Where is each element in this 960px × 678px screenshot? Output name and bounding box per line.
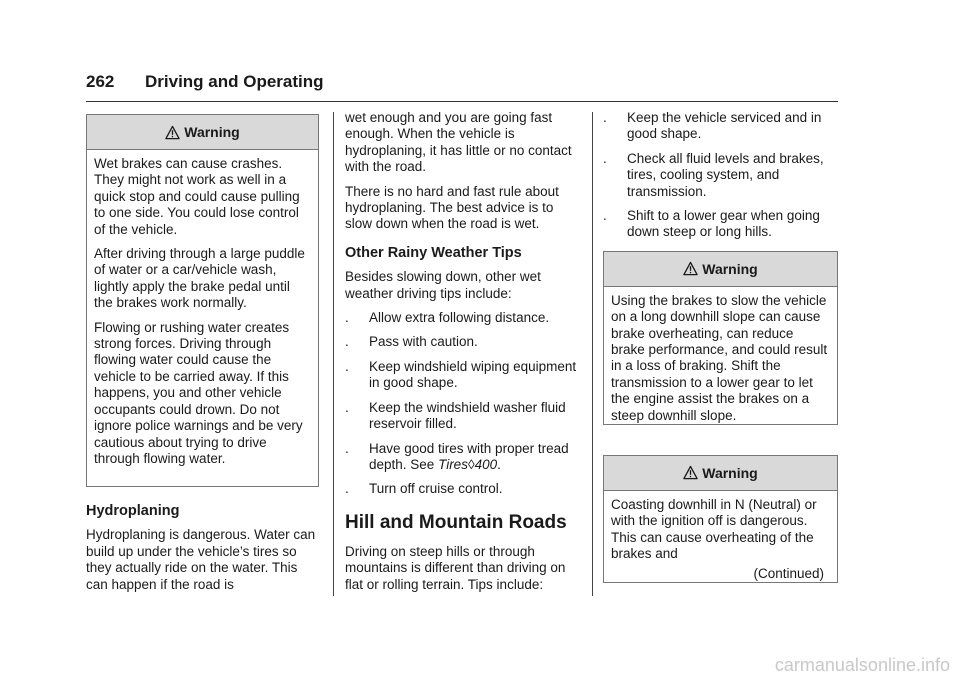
bullet-dot: . bbox=[603, 150, 607, 166]
tip-text: Allow extra following distance. bbox=[369, 310, 550, 326]
column-divider bbox=[592, 112, 593, 596]
column-1 bbox=[86, 114, 319, 601]
warning-box bbox=[86, 114, 319, 487]
page-ref-icon: ◊ bbox=[467, 456, 475, 472]
warning-header bbox=[604, 252, 837, 287]
tip-text: Keep windshield wiping equipment in good shape. bbox=[369, 358, 577, 391]
list-item bbox=[345, 359, 581, 392]
warning-box bbox=[603, 455, 838, 583]
warning-header bbox=[604, 456, 837, 491]
list-item bbox=[345, 441, 581, 474]
bullet-dot: . bbox=[345, 310, 349, 326]
hydroplaning-heading: Hydroplaning bbox=[86, 503, 180, 519]
tip-text: Check all fluid levels and brakes, tires, cooling system, and transmission. bbox=[627, 150, 824, 199]
warning-paragraph: Coasting downhill in N (Neutral) or with the ignition off is dangerous. This can cause overheating of the brakes and bbox=[611, 496, 817, 562]
list-item bbox=[345, 481, 581, 497]
hill-mountain-heading: Hill and Mountain Roads bbox=[345, 511, 567, 533]
warning-triangle-icon bbox=[165, 125, 180, 140]
warning-paragraph: Flowing or rushing water creates strong forces. Driving through flowing water could cause the vehicle to be carried away. If this happens, you and other vehicle occupants could drown. Do not ignore police warnings and be very cautious about trying to drive through flowing water. bbox=[94, 319, 303, 466]
hydroplaning-continued: wet enough and you are going fast enough. When the vehicle is hydroplaning, it has little or no contact with the road. bbox=[345, 110, 572, 175]
warning-box bbox=[603, 251, 838, 425]
warning-paragraph: After driving through a large puddle of water or a car/vehicle wash, lightly apply the brake pedal until the brakes work normally. bbox=[94, 246, 305, 311]
warning-title: Warning bbox=[702, 464, 758, 481]
list-item bbox=[603, 151, 838, 200]
warning-paragraph: Wet brakes can cause crashes. They might not work as well in a quick stop and could cause pulling to one side. You could lose control of the vehicle. bbox=[94, 156, 300, 237]
warning-header bbox=[87, 115, 318, 150]
tires-page-number[interactable]: 400 bbox=[474, 456, 498, 472]
list-item bbox=[345, 334, 581, 350]
warning-title: Warning bbox=[184, 123, 240, 140]
tip-text: Keep the windshield washer fluid reservoir filled. bbox=[369, 399, 566, 432]
column-2 bbox=[345, 110, 581, 601]
hydroplaning-advice: There is no hard and fast rule about hydroplaning. The best advice is to slow down when the road is wet. bbox=[345, 183, 559, 232]
warning-triangle-icon bbox=[683, 465, 698, 480]
warning-title: Warning bbox=[702, 260, 758, 277]
period: . bbox=[497, 456, 501, 472]
bullet-dot: . bbox=[603, 110, 607, 125]
page-number: 262 bbox=[86, 72, 115, 91]
watermark: carmanualsonline.info bbox=[774, 655, 950, 675]
bullet-dot: . bbox=[345, 399, 349, 415]
warning-triangle-icon bbox=[683, 261, 698, 276]
bullet-dot: . bbox=[345, 440, 349, 456]
tip-text: Turn off cruise control. bbox=[369, 481, 503, 497]
list-item bbox=[603, 110, 838, 143]
rainy-tips-intro: Besides slowing down, other wet weather driving tips include: bbox=[345, 269, 541, 301]
warning-paragraph: Using the brakes to slow the vehicle on a long downhill slope can cause brake overheating, can reduce brake performance, and could result in a loss of braking. Shift the transmission to a lower gear to let the engine assist the brakes on a steep downhill slope. bbox=[611, 292, 828, 423]
page-title: Driving and Operating bbox=[145, 72, 324, 91]
tires-reference-link[interactable]: Tires bbox=[438, 456, 468, 472]
page-header bbox=[86, 70, 838, 102]
tip-text: Shift to a lower gear when going down steep or long hills. bbox=[627, 208, 820, 240]
tip-text: Keep the vehicle serviced and in good shape. bbox=[627, 110, 822, 142]
tires-tip-text: Have good tires with proper tread depth. See bbox=[369, 440, 569, 472]
hydroplaning-text: Hydroplaning is dangerous. Water can build up under the vehicle’s tires so they actually ride on the water. This can happen if the road is bbox=[86, 527, 316, 592]
bullet-dot: . bbox=[345, 358, 349, 374]
list-item bbox=[345, 400, 581, 433]
tip-text bbox=[369, 441, 581, 474]
hill-mountain-text: Driving on steep hills or through mountains is different than driving on flat or rolling terrain. Tips include: bbox=[345, 543, 566, 592]
column-divider bbox=[333, 112, 334, 596]
bullet-dot: . bbox=[345, 481, 349, 497]
continued-label: (Continued) bbox=[753, 566, 824, 582]
rainy-tips-heading: Other Rainy Weather Tips bbox=[345, 244, 522, 261]
column-3 bbox=[603, 110, 838, 583]
bullet-dot: . bbox=[345, 334, 349, 350]
bullet-dot: . bbox=[603, 208, 607, 224]
list-item bbox=[603, 208, 838, 241]
tip-text: Pass with caution. bbox=[369, 334, 478, 350]
list-item bbox=[345, 310, 581, 326]
